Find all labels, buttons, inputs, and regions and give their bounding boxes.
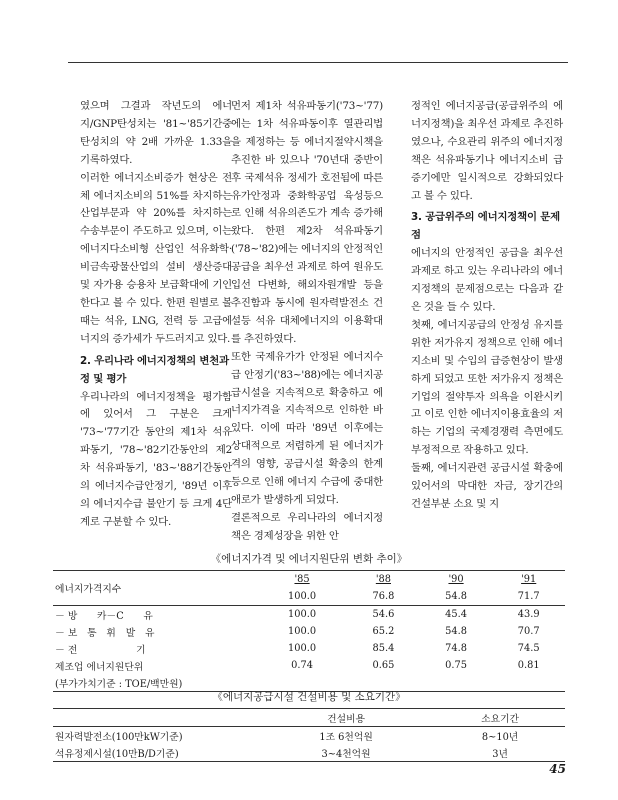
value-cell: 0.74 — [291, 660, 313, 671]
column-2 — [231, 98, 383, 546]
cost-cell: 1조 6천억원 — [319, 731, 373, 743]
base-cell: 100.0 — [288, 591, 317, 602]
table-row — [53, 640, 565, 657]
value-cell: 100.0 — [288, 643, 317, 654]
value-cell: 74.5 — [517, 643, 540, 654]
header-label: 에너지가격지수 — [55, 584, 122, 595]
value-cell: 100.0 — [257, 606, 347, 624]
column-header: 건설비용 — [327, 713, 365, 725]
value-cell: 0.65 — [372, 660, 395, 671]
row-label: 제조업 에너지원단위 — [55, 661, 144, 673]
paragraph: 첫째, 에너지공급의 안정성 유지를 위한 저가유지 정책으로 인해 에너지소비 및 수입의 급증현상이 발생하게 되었고 또한 저가유지 정책은 기업의 절약투자 의욕을 이완시키고 이로 인한 에너지이용효율의 저하는 기업의 국제경쟁력 측면에도 부정적으로 작용하고 있다. — [411, 318, 563, 457]
paragraph: 였으며 그결과 작년도의 에너지/GNP탄성치는 '81~'85기간중 탄성치의 약 2배 가까운 1.33을 기록하였다. — [80, 100, 232, 166]
paragraph: 둘째, 에너지관련 공급시설 확충에 있어서의 막대한 자금, 장기간의 건설부분 소요 및 지 — [411, 462, 563, 510]
paragraph: 결론적으로 우리나라의 에너지정책은 경제성장을 위한 안 — [231, 511, 383, 542]
base-cell: 54.8 — [445, 591, 467, 602]
year-cell: '91 — [521, 574, 537, 585]
year-cell: '88 — [375, 574, 391, 585]
year-cell: '85 — [294, 574, 310, 585]
paragraph: 우리나라의 에너지정책을 평가함에 있어서 그 구분은 크게 '73~'77기간 동안의 제1차 석유파동기, '78~'82기간동안의 제2차 석유파동기, '83~'88기간동안의 에너지수급안정기, '89년 이후의 에너지수급 불안기 등 크게 4단계로 구분할 수 있다. — [80, 390, 232, 528]
page-number: 45 — [549, 762, 566, 776]
energy-price-table — [53, 570, 565, 692]
table-row — [53, 709, 565, 727]
row-label: 석유정제시설(10만B/D기준) — [55, 748, 179, 760]
paragraph: 먼저 제1차 석유파동기('73~'77)에는 1차 석유파동이후 열관리법을 제정하는 등 에너지절약시책을 추진한 바 있으나 '70년대 중반이후 국제석유 정세가 호전됨에 따른 유가안정과 중화학공업 육성등으로 인해 석유의존도가 계속 증가해 왔다. 한편 제2차 석유파동기('78~'82)에는 에너지의 안정적인 공급을 최우선 과제로 하여 원유도입선 다변화, 해외자원개발 등을 추진함과 동시에 원자력발전소 건설등 석유 대체에너지의 이용확대를 추진하였다. — [231, 100, 383, 345]
year-cell: '90 — [448, 574, 464, 585]
row-label: － 전 기 — [55, 644, 146, 656]
table-1-caption: 《에너지가격 및 에너지원단위 변화 추이》 — [210, 553, 408, 565]
paragraph: 이러한 에너지소비증가 현상은 전체 에너지소비의 51%를 차지하는 산업부문과 약 20%를 차지하는 수송부문이 주도하고 있으며, 이는 에너지다소비형 산업인 석유화학·비금속광물산업의 설비 생산증대 및 자가용 승용차 보급확대에 기인한다고 볼 수 있다. 한편 원별로 볼때는 석유, LNG, 전력 등 고급에너지의 증가세가 두드러지고 있다. — [80, 171, 232, 345]
column-header: 소요기간 — [481, 713, 519, 725]
paragraph: 정적인 에너지공급(공급위주의 에너지정책)을 최우선 과제로 추진하였으나, 수요관리 위주의 에너지정책은 석유파동기나 에너지소비 급증기에만 일시적으로 강화되었다고 볼 수 있다. — [411, 100, 563, 202]
section-heading: 2. 우리나라 에너지정책의 변천과정 및 평가 — [80, 354, 229, 385]
table-row — [53, 571, 565, 589]
value-cell: 54.6 — [347, 606, 420, 624]
row-label: － 보 통 휘 발 유 — [55, 627, 155, 639]
value-cell: 70.7 — [517, 626, 540, 637]
row-label: 원자력발전소(100만kW기준) — [55, 731, 183, 743]
value-cell: 54.8 — [445, 626, 467, 637]
base-cell: 71.7 — [517, 591, 540, 602]
value-cell: 100.0 — [288, 626, 317, 637]
row-label: － 방 카－C 유 — [53, 606, 257, 624]
section-heading: 3. 공급위주의 에너지정책이 문제점 — [411, 211, 560, 242]
period-cell: 8~10년 — [481, 731, 519, 743]
table-row — [53, 744, 565, 762]
table-row — [53, 727, 565, 745]
value-cell: 74.8 — [445, 643, 467, 654]
column-1 — [80, 98, 232, 532]
table-2-caption: 《에너지공급시설 건설비용 및 소요기간》 — [212, 691, 406, 703]
supply-facility-table — [53, 708, 565, 762]
header-rule — [68, 62, 568, 63]
value-cell: 85.4 — [372, 643, 395, 654]
table-row — [53, 657, 565, 674]
value-cell: 43.9 — [492, 606, 565, 624]
cost-cell: 3~4천억원 — [321, 748, 371, 760]
value-cell: 65.2 — [372, 626, 395, 637]
value-cell: 0.75 — [445, 660, 467, 671]
base-cell: 76.8 — [372, 591, 395, 602]
table-note: (부가가치기준 : TOE/백만원) — [55, 678, 183, 690]
table-row — [53, 606, 565, 624]
value-cell: 0.81 — [517, 660, 540, 671]
value-cell: 45.4 — [420, 606, 493, 624]
column-3 — [411, 98, 563, 514]
period-cell: 3년 — [492, 748, 508, 760]
paragraph: 에너지의 안정적인 공급을 최우선 과제로 하고 있는 우리나라의 에너지정책의 문제점으로는 다음과 같은 것을 들 수 있다. — [411, 247, 563, 313]
paragraph: 또한 국제유가가 안정된 에너지수급 안정기('83~'88)에는 에너지공급시설을 지속적으로 확충하고 에너지가격을 지속적으로 인하한 바 있다. 이에 따라 '89년 이후에는 상대적으로 저렴하게 된 에너지가격의 영향, 공급시설 확충의 한계등으로 인해 에너지 수급에 중대한 애로가 발생하게 되었다. — [231, 350, 383, 506]
table-row — [53, 623, 565, 640]
